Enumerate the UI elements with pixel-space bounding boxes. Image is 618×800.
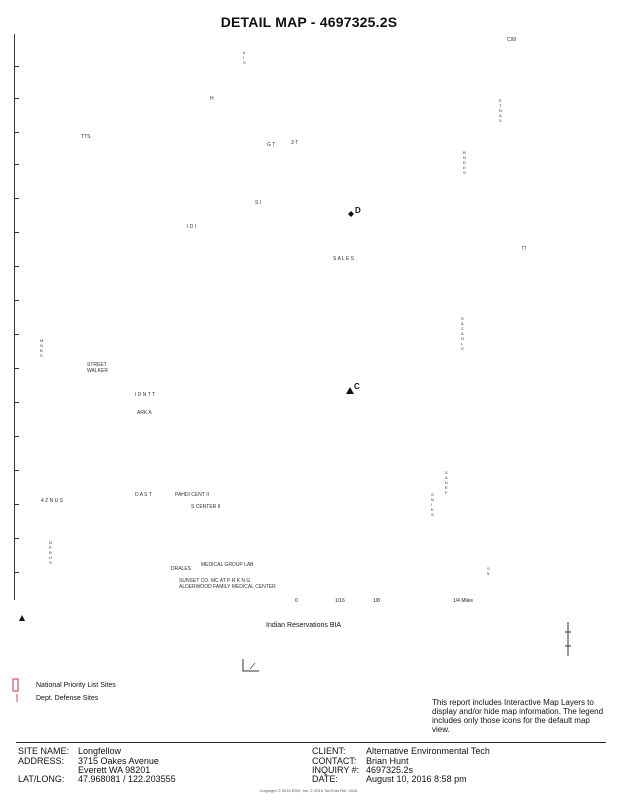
- map-vertical-label: IIIS: [243, 50, 246, 65]
- inquiry-value: 4697325.2s: [366, 765, 414, 775]
- latlong-value: 47.968081 / 122.203555: [78, 774, 176, 784]
- npl-site-icon: [12, 678, 20, 692]
- address-line-2: Everett WA 98201: [78, 765, 151, 775]
- address-line-1: 3715 Oakes Avenue: [78, 756, 159, 766]
- dod-site-icon: [14, 694, 20, 702]
- map-tick: [15, 436, 19, 437]
- map-tick: [15, 368, 19, 369]
- report-footer: [16, 742, 606, 789]
- copyright: Copyright © 2016 EDR, Inc. © 2015 TomTom Rel. 2015.: [259, 788, 359, 793]
- map-label: DRALES: [171, 566, 192, 572]
- map-tick: [15, 98, 19, 99]
- map-tick: [15, 232, 19, 233]
- map-tick: [15, 334, 19, 335]
- map-label: 4 Z N U S: [41, 498, 63, 504]
- map-label: ALDERWOOD FAMILY MEDICAL CENTER: [179, 584, 276, 590]
- map-inset-icon: [242, 658, 260, 672]
- site-letter-c: C: [354, 382, 360, 391]
- map-vertical-label: NPBHS: [49, 540, 52, 565]
- map-label: MEDICAL GROUP LAB: [201, 562, 254, 568]
- scale-label: 0: [295, 598, 298, 604]
- map-tick: [15, 470, 19, 471]
- map-vertical-label: ETNAS: [499, 98, 502, 123]
- map-corner-label: C99: [507, 37, 517, 43]
- map-label: TTS: [81, 134, 91, 140]
- map-vertical-label: SADEF: [445, 470, 448, 495]
- site-name-value: Longfellow: [78, 746, 122, 756]
- map-tick: [15, 572, 19, 573]
- map-tick: [15, 164, 19, 165]
- map-label: ARK A: [137, 410, 152, 416]
- map-label: 3 T: [291, 140, 299, 146]
- map-label: PAHDI CENT II: [175, 492, 209, 498]
- scale-label: 1/16: [335, 598, 345, 604]
- north-arrow-icon: [18, 614, 26, 622]
- map-tick: [15, 198, 19, 199]
- map-tick: [15, 300, 19, 301]
- address-label: ADDRESS:: [18, 756, 65, 766]
- date-value: August 10, 2016 8:58 pm: [366, 774, 467, 784]
- site-name-label: SITE NAME:: [18, 746, 70, 756]
- map-label: I D I: [187, 224, 197, 230]
- scale-label: 1/8: [373, 598, 380, 604]
- map-vertical-label: SNIKS: [431, 492, 434, 517]
- map-label: STREET: [87, 362, 107, 368]
- latlong-label: LAT/LONG:: [18, 774, 65, 784]
- map-label: D A S T: [135, 492, 152, 498]
- map-label: I D N T T: [135, 392, 156, 398]
- page-title: DETAIL MAP - 4697325.2S: [220, 14, 398, 30]
- map-layers-note: This report includes Interactive Map Layers to display and/or hide map information. The legend includes only those icons for the default map view.: [432, 698, 604, 734]
- map-label: S I: [255, 200, 262, 206]
- inquiry-label: INQUIRY #:: [312, 765, 360, 775]
- map-label: S CENTER II: [191, 504, 221, 510]
- scale-bar-icon: [562, 622, 574, 656]
- client-label: CLIENT:: [312, 746, 346, 756]
- map-vertical-label: MNBS: [40, 338, 44, 358]
- legend-npl-sites: National Priority List Sites: [36, 682, 116, 689]
- map-tick: [15, 66, 19, 67]
- map-tick: [15, 504, 19, 505]
- map-label: G T: [267, 142, 276, 148]
- map-area[interactable]: [14, 34, 601, 604]
- map-label: H: [210, 96, 214, 102]
- map-vertical-label: BNDES: [463, 150, 466, 175]
- map-tick: [15, 132, 19, 133]
- map-tick: [15, 402, 19, 403]
- map-tick: [15, 538, 19, 539]
- map-label: WALKER: [87, 368, 108, 374]
- site-letter-d: D: [355, 206, 361, 215]
- map-vertical-label: S5: [487, 566, 490, 576]
- contact-label: CONTACT:: [312, 756, 357, 766]
- client-value: Alternative Environmental Tech: [366, 746, 490, 756]
- legend-dod-sites: Dept. Defense Sites: [36, 695, 99, 702]
- date-label: DATE:: [312, 774, 338, 784]
- contact-value: Brian Hunt: [366, 756, 409, 766]
- map-vertical-label: SAZAOLS: [461, 316, 465, 351]
- map-label: S A L E S: [333, 256, 354, 262]
- legend-indian-reservations: Indian Reservations BIA: [266, 622, 342, 629]
- map-label: SUNSET CO. MC AT P R K N G: [179, 578, 251, 584]
- scale-label: 1/4 Miles: [453, 598, 474, 604]
- map-tick: [15, 266, 19, 267]
- map-label: 77: [521, 246, 527, 252]
